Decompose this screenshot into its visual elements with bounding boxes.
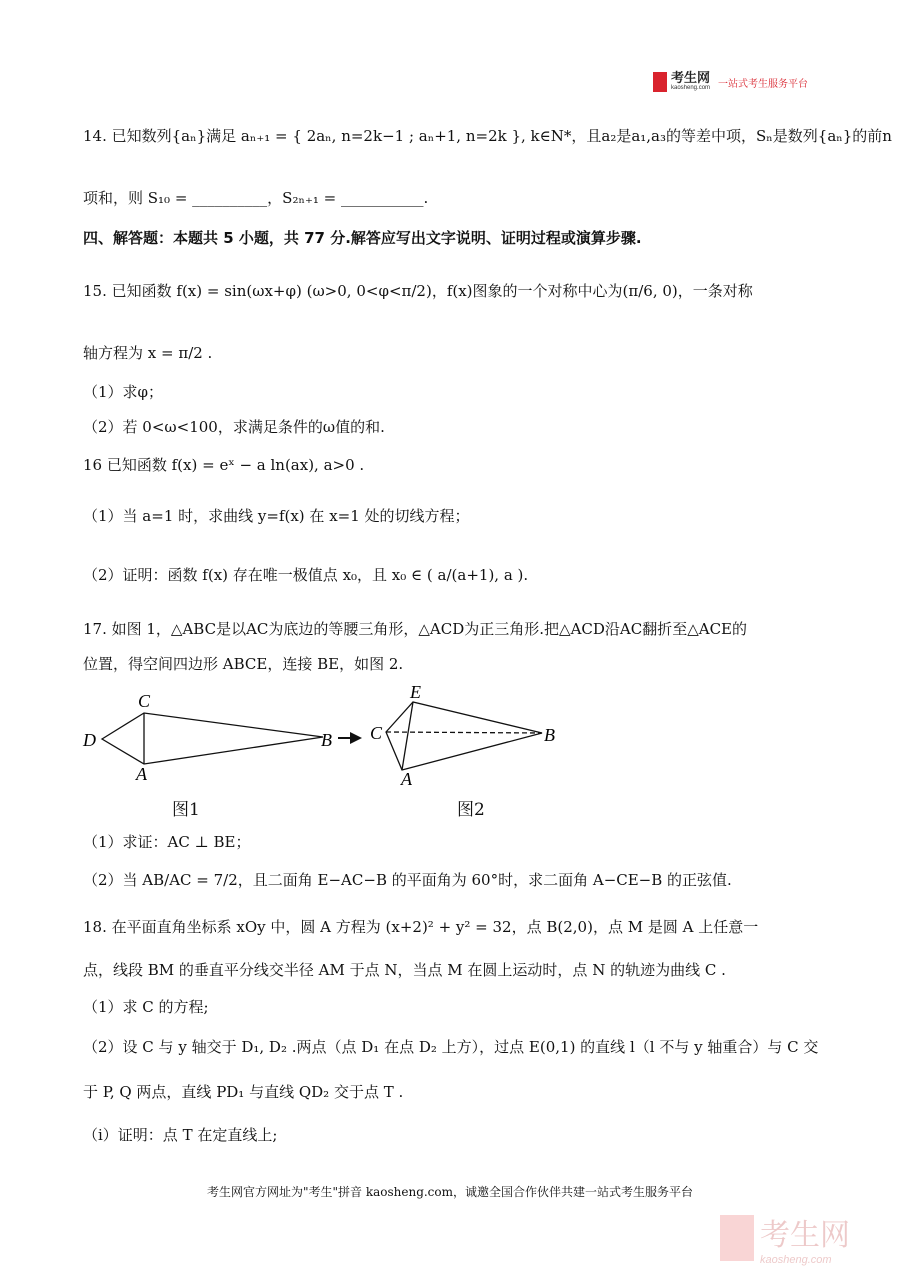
q18-line2: 点，线段 BM 的垂直平分线交半径 AM 于点 N，当点 M 在圆上运动时，点 N 的轨迹为曲线 C . xyxy=(83,961,726,979)
fig2-label-c: C xyxy=(370,723,383,743)
q15-line1: 15. 已知函数 f(x) = sin(ωx+φ) (ω>0, 0<φ<π/2)，f(x)图象的一个对称中心为(π/6, 0)，一条对称 xyxy=(83,282,753,300)
fig2-caption: 图2 xyxy=(457,800,485,820)
q15-line2: 轴方程为 x = π/2 . xyxy=(83,344,213,362)
fig2-label-a: A xyxy=(401,769,412,789)
watermark-domain: kaosheng.com xyxy=(760,1254,832,1266)
q16-line1: 16 已知函数 f(x) = eˣ − a ln(ax), a>0 . xyxy=(83,456,365,474)
q18-part1: （1）求 C 的方程; xyxy=(83,998,209,1016)
q18-part2-i: （i）证明：点 T 在定直线上; xyxy=(83,1126,278,1144)
fig1-label-b: B xyxy=(321,730,332,750)
q17-line1: 17. 如图 1，△ABC是以AC为底边的等腰三角形，△ACD为正三角形.把△ACD沿AC翻折至△ACE的 xyxy=(83,620,748,638)
q17-part1: （1）求证：AC ⊥ BE； xyxy=(83,833,251,851)
arrow-icon xyxy=(338,732,362,744)
fig1-label-a: A xyxy=(136,764,147,784)
fig1-label-c: C xyxy=(138,691,151,711)
footer-text: 考生网官方网址为"考生"拼音 kaosheng.com，诚邀全国合作伙伴共建一站式考生服务平台 xyxy=(206,1185,694,1199)
q17-line2: 位置，得空间四边形 ABCE，连接 BE，如图 2. xyxy=(83,655,404,673)
watermark-name: 考生网 xyxy=(760,1218,850,1253)
q14-line1: 14. 已知数列{aₙ}满足 aₙ₊₁ = { 2aₙ, n=2k−1 ; aₙ+1, n=2k }, k∈N*，且a₂是a₁,a₃的等差中项，Sₙ是数列{aₙ}的前n xyxy=(83,127,892,145)
fig2-label-e: E xyxy=(410,682,421,702)
fig2-label-b: B xyxy=(544,725,555,745)
q17-part2: （2）当 AB/AC = 7/2，且二面角 E−AC−B 的平面角为 60°时，求二面角 A−CE−B 的正弦值. xyxy=(83,871,732,889)
q16-part2: （2）证明：函数 f(x) 存在唯一极值点 x₀，且 x₀ ∈ ( a/(a+1), a ). xyxy=(83,566,529,584)
q18-part2-line1: （2）设 C 与 y 轴交于 D₁, D₂ .两点（点 D₁ 在点 D₂ 上方），过点 E(0,1) 的直线 l（l 不与 y 轴重合）与 C 交 xyxy=(83,1038,819,1056)
figure2 xyxy=(386,702,542,770)
q15-part2: （2）若 0<ω<100，求满足条件的ω值的和. xyxy=(83,418,385,436)
logo-slogan: 一站式考生服务平台 xyxy=(718,78,809,90)
fig1-caption: 图1 xyxy=(172,800,200,820)
watermark-logo-icon xyxy=(720,1215,754,1261)
q18-part2-line2: 于 P, Q 两点，直线 PD₁ 与直线 QD₂ 交于点 T . xyxy=(83,1083,404,1101)
logo-domain: kaosheng.com xyxy=(671,85,711,91)
section-heading: 四、解答题：本题共 5 小题，共 77 分.解答应写出文字说明、证明过程或演算步骤. xyxy=(83,229,642,247)
q15-part1: （1）求φ； xyxy=(83,383,164,401)
kaosheng-logo xyxy=(653,72,808,92)
watermark xyxy=(720,1210,850,1266)
logo-mark-icon xyxy=(653,72,667,92)
logo-name: 考生网 xyxy=(671,71,711,86)
q18-line1: 18. 在平面直角坐标系 xOy 中，圆 A 方程为 (x+2)² + y² = 32，点 B(2,0)，点 M 是圆 A 上任意一 xyxy=(83,918,759,936)
figure1 xyxy=(102,713,323,764)
q16-part1: （1）当 a=1 时，求曲线 y=f(x) 在 x=1 处的切线方程； xyxy=(83,507,470,525)
fig1-label-d: D xyxy=(83,730,96,750)
q14-line2: 项和，则 S₁₀ = __________，S₂ₙ₊₁ = ___________. xyxy=(83,189,429,207)
q17-figure xyxy=(80,680,580,790)
